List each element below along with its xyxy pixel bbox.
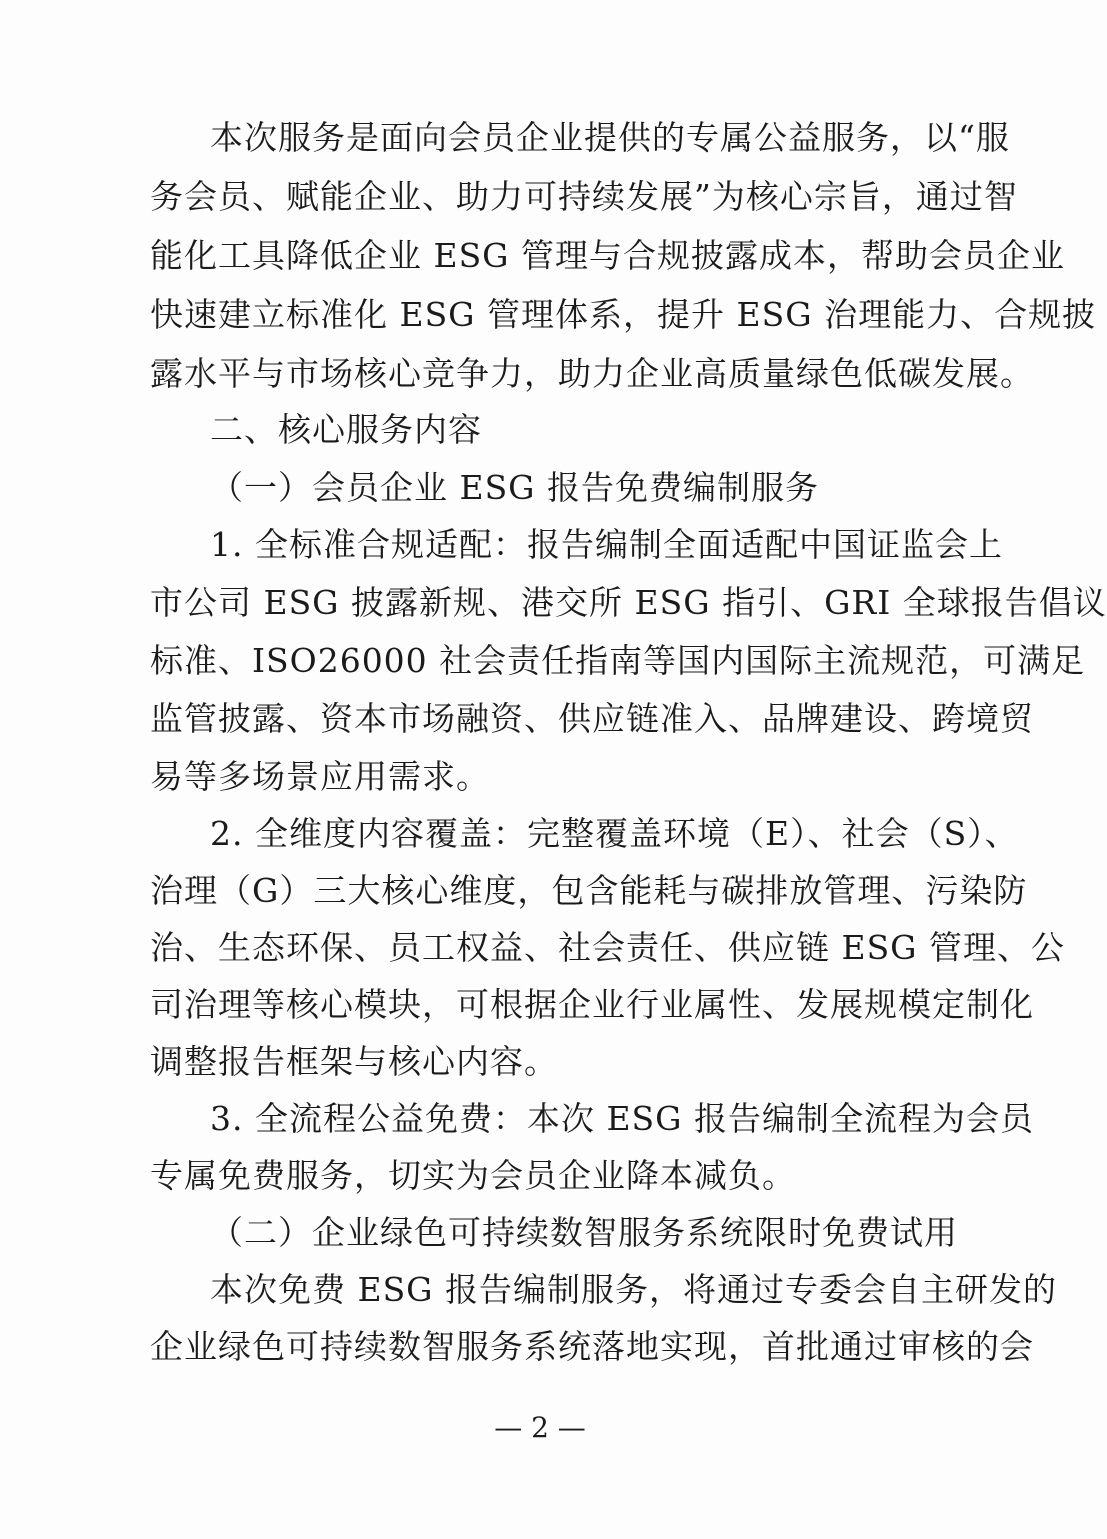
body-text-line: 1. 全标准合规适配：报告编制全面适配中国证监会上	[210, 525, 1003, 564]
body-text-line: 能化工具降低企业 ESG 管理与合规披露成本，帮助会员企业	[150, 236, 1066, 275]
body-text-line: 务会员、赋能企业、助力可持续发展”为核心宗旨，通过智	[150, 177, 1018, 216]
subsection-heading: （一）会员企业 ESG 报告免费编制服务	[210, 468, 820, 507]
body-text-line: 市公司 ESG 披露新规、港交所 ESG 指引、GRI 全球报告倡议	[150, 583, 1107, 622]
body-text-line: 监管披露、资本市场融资、供应链准入、品牌建设、跨境贸	[150, 699, 1034, 738]
body-text-line: 本次免费 ESG 报告编制服务，将通过专委会自主研发的	[210, 1270, 1058, 1309]
body-text-line: 本次服务是面向会员企业提供的专属公益服务，以“服	[210, 118, 1010, 157]
body-text-line: 调整报告框架与核心内容。	[150, 1042, 558, 1081]
body-text-line: 治理（G）三大核心维度，包含能耗与碳排放管理、污染防	[150, 871, 1028, 910]
body-text-line: 快速建立标准化 ESG 管理体系，提升 ESG 治理能力、合规披	[150, 295, 1097, 334]
body-text-line: 企业绿色可持续数智服务系统落地实现，首批通过审核的会	[150, 1327, 1034, 1366]
page-number: — 2 —	[494, 1411, 586, 1444]
body-text-line: 2. 全维度内容覆盖：完整覆盖环境（E）、社会（S）、	[210, 814, 1019, 853]
body-text-line: 专属免费服务，切实为会员企业降本减负。	[150, 1156, 796, 1195]
body-text-line: 易等多场景应用需求。	[150, 757, 490, 796]
body-text-line: 司治理等核心模块，可根据企业行业属性、发展规模定制化	[150, 985, 1034, 1024]
body-text-line: 3. 全流程公益免费：本次 ESG 报告编制全流程为会员	[210, 1099, 1035, 1138]
subsection-heading: （二）企业绿色可持续数智服务系统限时免费试用	[210, 1213, 958, 1252]
section-heading: 二、核心服务内容	[210, 410, 482, 449]
body-text-line: 治、生态环保、员工权益、社会责任、供应链 ESG 管理、公	[150, 928, 1066, 967]
body-text-line: 标准、ISO26000 社会责任指南等国内国际主流规范，可满足	[150, 641, 1086, 680]
body-text-line: 露水平与市场核心竞争力，助力企业高质量绿色低碳发展。	[150, 354, 1034, 393]
